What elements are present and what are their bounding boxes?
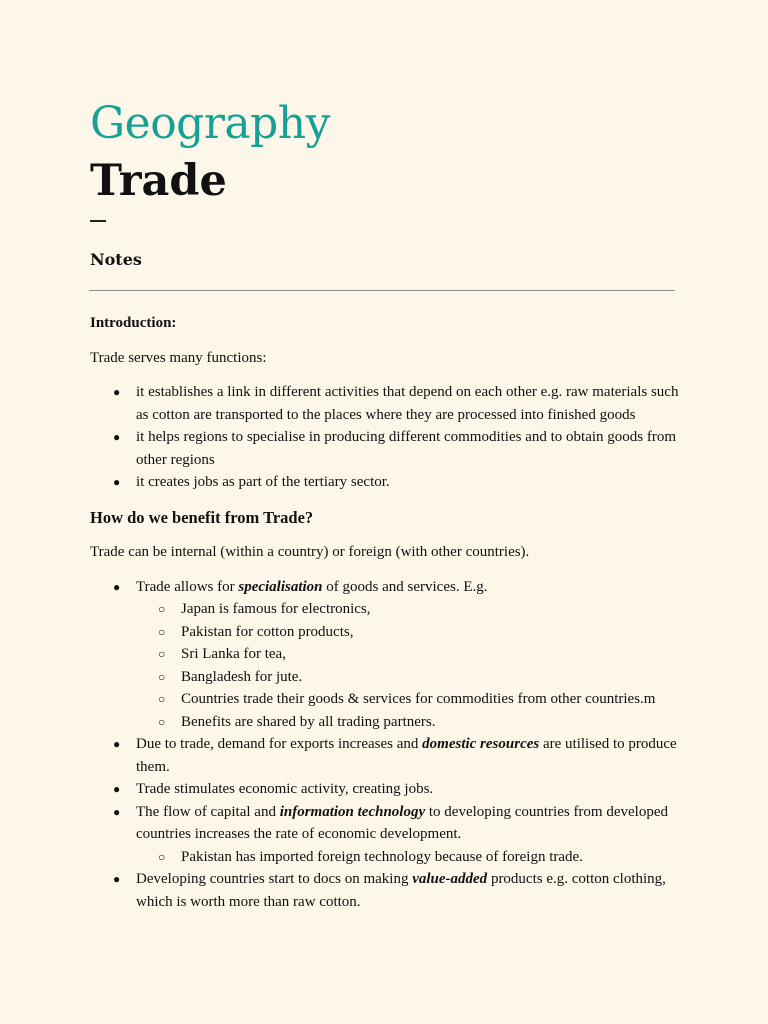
circle-bullet-icon: ○ <box>158 849 166 864</box>
circle-bullet-icon: ○ <box>158 692 166 706</box>
bullet-icon: ● <box>113 782 121 796</box>
circle-bullet-icon: ○ <box>158 647 166 661</box>
bullet-icon: ● <box>113 872 121 886</box>
list-item: ● Developing countries start to docs on making value-added products e.g. cotton clothing, which is worth more than raw cotton. <box>90 868 682 913</box>
emphasis-text: specialisation <box>238 578 323 595</box>
benefit-list <box>90 576 682 914</box>
document-body <box>90 312 682 913</box>
list-item: ● it creates jobs as part of the tertiary sector. <box>90 471 682 494</box>
emphasis-text: value-added <box>412 871 488 887</box>
emphasis-text: domestic resources <box>422 736 540 752</box>
list-item: ● it establishes a link in different activities that depend on each other e.g. raw materials such as cotton are transported to the places where they are processed into finished goods <box>90 381 682 426</box>
bullet-icon: ● <box>113 737 121 751</box>
list-item: ● Trade allows for specialisation of goods and services. E.g. ○ Japan is famous for electronics, ○ Pakistan for cotton products, ○ Sri Lanka for tea, ○ Bangladesh for jute. ○ Countries trade their goods & services for commodities from other countries.m ○ Benefits are shared by all trading partners. <box>90 576 682 734</box>
divider-line <box>89 290 675 291</box>
benefit-lead: Trade can be internal (within a country) or foreign (with other countries). <box>90 544 530 560</box>
sublist-item: ○ Pakistan has imported foreign technology because of foreign trade. <box>136 846 682 869</box>
introduction-lead: Trade serves many functions: <box>90 349 267 366</box>
section-label: Notes <box>90 250 142 269</box>
circle-bullet-icon: ○ <box>158 669 166 684</box>
sublist-item: ○ Japan is famous for electronics, <box>136 598 682 621</box>
introduction-list <box>90 381 682 494</box>
bullet-icon: ● <box>113 430 121 444</box>
circle-bullet-icon: ○ <box>158 714 166 729</box>
list-item: ● Due to trade, demand for exports increases and domestic resources are utilised to produce them. <box>90 733 682 778</box>
introduction-heading: Introduction: <box>90 315 177 331</box>
sublist-item: ○ Sri Lanka for tea, <box>136 643 682 666</box>
benefit-heading: How do we benefit from Trade? <box>90 507 314 527</box>
sublist-item: ○ Benefits are shared by all trading partners. <box>136 711 682 734</box>
sublist-item: ○ Pakistan for cotton products, <box>136 621 682 644</box>
example-sublist <box>136 598 682 733</box>
bullet-icon: ● <box>113 385 121 399</box>
bullet-icon: ● <box>113 804 121 819</box>
topic-title: Trade <box>90 156 227 206</box>
bullet-icon: ● <box>113 579 121 594</box>
example-sublist <box>136 846 682 869</box>
subject-title: Geography <box>90 98 330 149</box>
list-item: ● The flow of capital and information technology to developing countries from developed countries increases the rate of economic development. ○ Pakistan has imported foreign technology because of foreign trade. <box>90 801 682 869</box>
sublist-item: ○ Bangladesh for jute. <box>136 666 682 689</box>
circle-bullet-icon: ○ <box>158 602 166 616</box>
list-item: ● Trade stimulates economic activity, creating jobs. <box>90 778 682 801</box>
emphasis-text: information technology <box>279 803 426 820</box>
circle-bullet-icon: ○ <box>158 624 166 639</box>
list-item: ● it helps regions to specialise in producing different commodities and to obtain goods from other regions <box>90 426 682 471</box>
bullet-icon: ● <box>113 475 121 489</box>
title-dash <box>90 220 106 222</box>
sublist-item: ○ Countries trade their goods & services for commodities from other countries.m <box>136 688 682 711</box>
